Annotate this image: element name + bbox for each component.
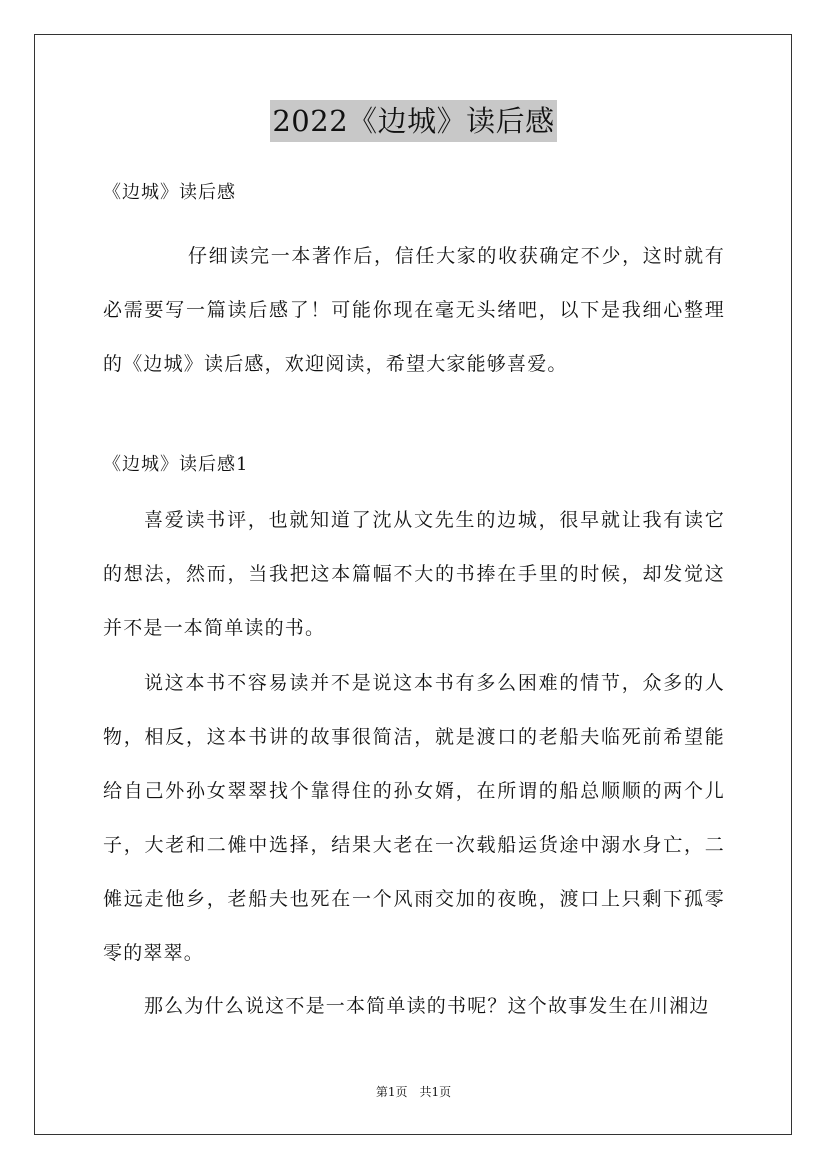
section-heading-intro: 《边城》读后感 (103, 182, 236, 203)
document-title: 2022《边城》读后感 (270, 100, 556, 142)
body-paragraph-2: 说这本书不容易读并不是说这本书有多么困难的情节，众多的人物，相反，这本书讲的故事很简洁，就是渡口的老船夫临死前希望能给自己外孙女翠翠找个靠得住的孙女婿，在所谓的船总顺顺的两个儿子，大老和二傩中选择，结果大老在一次载船运货途中溺水身亡，二傩远走他乡，老船夫也死在一个风雨交加的夜晚，渡口上只剩下孤零零的翠翠。 (103, 672, 725, 964)
page-footer: 第1页 共1页 (375, 1085, 452, 1099)
title-container (0, 100, 827, 142)
intro-paragraph: 仔细读完一本著作后，信任大家的收获确定不少，这时就有必需要写一篇读后感了！可能你现在毫无头绪吧，以下是我细心整理的《边城》读后感，欢迎阅读，希望大家能够喜爱。 (103, 245, 725, 375)
body-paragraph-3: 那么为什么说这不是一本简单读的书呢？这个故事发生在川湘边 (144, 995, 710, 1017)
body-paragraph-1: 喜爱读书评，也就知道了沈从文先生的边城，很早就让我有读它的想法，然而，当我把这本篇幅不大的书捧在手里的时候，却发觉这并不是一本简单读的书。 (103, 509, 725, 639)
section-heading-essay-1: 《边城》读后感1 (103, 454, 249, 475)
